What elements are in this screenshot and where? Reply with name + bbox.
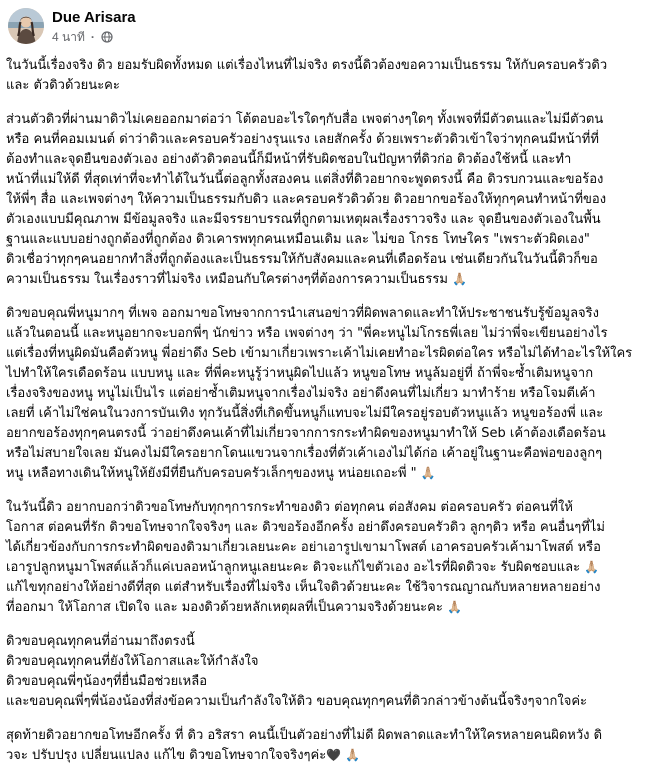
post-body: [6, 56, 664, 780]
post-text: เลยที่ เค้าไม่ใช่คนในวงการบันเทิง ทุกวันนี้สิ่งที่เกิดขึ้นหนูก็แทบจะไม่มีใครอยู่รอบตัวหนูแล้ว หนูขอร้องพี่ และ: [6, 406, 604, 421]
post-text: ให้พี่ๆ สื่อ และเพจต่างๆ ให้ความเป็นธรรมกับดิว และครอบครัวดิวด้วย ดิวอยากขอร้องให้ทุกๆคนทำหน้าที่ของ: [6, 192, 607, 207]
post-text: ในวันนี้เรื่องจริง ดิว ยอมรับผิดทั้งหมด แต่เรื่องไหนที่ไม่จริง ตรงนี้ดิวต้องขอความเป็นธรรม ให้กับครอบครัวดิว: [6, 58, 608, 73]
post-text: ส่วนตัวดิวที่ผ่านมาดิวไม่เคยออกมาต่อว่า โต้ตอบอะไรใดๆกับสื่อ เพจต่างๆใดๆ ทั้งเพจที่มีตัวตนและไม่มีตัวตน: [6, 112, 604, 127]
post-text-line: [6, 498, 664, 518]
folded-hands-icon: 🙏🏼: [584, 560, 600, 574]
post-text-line: [6, 364, 664, 384]
post-text-line: [6, 324, 664, 344]
post-paragraph: [6, 110, 664, 290]
folded-hands-icon: 🙏🏼: [446, 600, 462, 614]
post-text: แก้ไขทุกอย่างให้อย่างดีที่สุด แต่สำหรับเรื่องที่ไม่จริง เห็นใจดิวด้วยนะคะ ใช้วิจารณญาณกับหลายหลายอย่าง: [6, 580, 601, 595]
post-paragraph: [6, 498, 664, 618]
post-text: หรือไม่สบายใจเลย มันคงไม่มีใครอยากโดนแขวนจากเรื่องที่ตัวเค้าเองไม่ได้ก่อ เค้าอยู่ในฐานะคือพ่อของลูกๆ: [6, 446, 603, 461]
post-text-line: [6, 672, 664, 692]
post-text: ดิวเชื่อว่าทุกๆคนอยากทำสิ่งที่ถูกต้องและเป็นธรรมให้กับสังคมและคนที่เดือดร้อน เช่นเดียวกันในวันนี้ดิวก็ขอ: [6, 252, 598, 267]
post-text: แต่เรื่องที่หนูผิดมันคือตัวหนู พี่อย่าดึง Seb เข้ามาเกี่ยวเพราะเค้าไม่เคยทำอะไรผิดต่อใคร หรือไม่ได้ทำอะไรให้ใคร: [6, 346, 633, 361]
post-text: ไปทำให้ใครเดือดร้อน แบบหนู และ ที่พี่คะหนูรู้ว่าหนูผิดไปแล้ว หนูขอโทษ หนูล้มอยู่ที่ ถ้าพี่จะซ้ำเติมหนูจาก: [6, 366, 594, 381]
post-text: ในวันนี้ดิว อยากบอกว่าดิวขอโทษกับทุกๆการกระทำของดิว ต่อทุกคน ต่อสังคม ต่อครอบครัว ต่อคนที่ให้: [6, 500, 573, 515]
post-text-line: [6, 518, 664, 538]
post-text: โอกาส ต่อคนที่รัก ดิวขอโทษจากใจจริงๆ และ ดิวขอร้องอีกครั้ง อย่าดึงครอบครัวดิว ลูกๆดิว หรือ คนอื่นๆที่ไม่: [6, 520, 605, 535]
post-text-line: [6, 270, 664, 290]
post-text-line: [6, 578, 664, 598]
post-text-line: [6, 190, 664, 210]
post-text: วจะ ปรับปรุง เปลี่ยนแปลง แก้ไข ดิวขอโทษจากใจจริงๆค่ะ: [6, 748, 327, 763]
post-text: ดิวขอบคุณทุกคนที่อ่านมาถึงตรงนี้: [6, 634, 195, 649]
post-paragraph: [6, 726, 664, 766]
post-text-line: [6, 150, 664, 170]
post-meta: [52, 29, 113, 45]
post-text: หนู เหลือทางเดินให้หนูให้ยังมีที่ยืนกับครอบครัวเล็กๆของหนู หน่อยเถอะพี่ ": [6, 466, 417, 481]
post-text-line: [6, 230, 664, 250]
post-text: ดิวขอบคุณพี่หนูมากๆ ที่เพจ ออกมาขอโทษจากการนำเสนอข่าวที่ผิดพลาดและทำให้ประชาชนรับรู้ข้อมูลจริง: [6, 306, 599, 321]
post-text: ฐานและแบบอย่างถูกต้องที่ถูกต้อง ดิวเคารพทุกคนเหมือนเดิม และ ไม่ขอ โกรธ โทษใคร "เพราะตัวผิดเอง": [6, 232, 590, 247]
post-text-line: [6, 632, 664, 652]
post-text-line: [6, 384, 664, 404]
post-text-line: [6, 558, 664, 578]
avatar[interactable]: [8, 8, 44, 44]
globe-icon[interactable]: [101, 31, 113, 43]
post-text: เอารูปลูกหนูมาโพสต์แล้วก็แค่เบลอหน้าลูกหนูเลยนะคะ ดิวจะแก้ไขตัวเอง อะไรที่ผิดดิวจะ รับผิดชอบและ: [6, 560, 581, 575]
post-text-line: [6, 538, 664, 558]
post-text: แล้วในตอนนี้ และหนูอยากจะบอกพี่ๆ นักข่าว หรือ เพจต่างๆ ว่า "พี่คะหนูไม่โกรธพี่เลย ไม่ว่าพี่จะเขียนอย่างไร: [6, 326, 608, 341]
post-text-line: [6, 344, 664, 364]
post-text: ต้องทำและจุดยืนของตัวเอง อย่างตัวดิวตอนนี้ก็มีหน้าที่รับผิดชอบในปัญหาที่ดิวก่อ ดิวต้องใช้หนี้ และทำ: [6, 152, 572, 167]
post-text: ตัวเองแบบมีคุณภาพ มีข้อมูลจริง และมีจรรยาบรรณที่ถูกตามเหตุผลเรื่องราวจริง และ จุดยืนของตัวเองในพื้น: [6, 212, 601, 227]
post-text-line: [6, 424, 664, 444]
post-text-line: [6, 76, 664, 96]
post-text-line: [6, 746, 664, 766]
avatar-photo: [8, 8, 44, 44]
post-text-line: [6, 130, 664, 150]
post-text: ความเป็นธรรม ในเรื่องราวที่ไม่จริง เหมือนกับใครต่างๆที่ต้องการความเป็นธรรม: [6, 272, 448, 287]
post-text-line: [6, 304, 664, 324]
post-text: และ ตัวดิวด้วยนะคะ: [6, 78, 120, 93]
post-text: เรื่องจริงของหนู หนูไม่เป็นไร แต่อย่าซ้ำเติมหนูจากเรื่องไม่จริง อย่าดึงคนที่ไม่เกี่ยว มาทำร้าย หรือโจมตีเค้า: [6, 386, 596, 401]
post-paragraph: [6, 56, 664, 96]
post-text: ที่ออกมา ให้โอกาส เปิดใจ และ มองดิวด้วยหลักเหตุผลที่เป็นความจริงด้วยนะคะ: [6, 600, 443, 615]
post-timestamp[interactable]: 4 นาที: [52, 30, 85, 44]
post-text-line: [6, 692, 664, 712]
post-text-line: [6, 404, 664, 424]
post-text: ได้เกี่ยวข้องกับการกระทำผิดของดิวมาเกี่ยวเลยนะคะ อย่าเอารูปเขามาโพสต์ เอาครอบครัวเค้ามาโพสต์ หรือ: [6, 540, 601, 555]
black-heart-icon: 🖤: [326, 748, 342, 762]
post-text-line: [6, 250, 664, 270]
post-text: และขอบคุณพี่ๆพี่น้องน้องที่ส่งข้อความเป็นกำลังใจให้ดิว ขอบคุณทุกๆคนที่ดิวกล่าวข้างต้นนี้จริงๆจากใจค่ะ: [6, 694, 588, 709]
post-text-line: [6, 464, 664, 484]
post-text: หรือ คนที่คอมเมนต์ ด่าว่าดิวและครอบครัวอย่างรุนแรง เลยสักครั้ง ด้วยเพราะตัวดิวเข้าใจว่าทุกคนมีหน้าที่ที่: [6, 132, 599, 147]
post-text-line: [6, 210, 664, 230]
folded-hands-icon: 🙏🏼: [452, 272, 468, 286]
post-text-line: [6, 652, 664, 672]
post-text: อยากขอร้องทุกๆคนตรงนี้ ว่าอย่าดึงคนเค้าที่ไม่เกี่ยวจากการกระทำผิดของหนูมาทำให้ Seb เค้าต้องเดือดร้อน: [6, 426, 606, 441]
meta-separator: ·: [90, 30, 95, 44]
post-text: หน้าที่แม่ให้ดี ที่สุดเท่าที่จะทำได้ในวันนี้ต่อลูกทั้งสองคน แต่สิ่งที่ดิวอยากจะพูดตรงนี้ คือ ดิวรบกวนและขอร้อง: [6, 172, 604, 187]
post-text-line: [6, 56, 664, 76]
folded-hands-icon: 🙏🏼: [345, 748, 361, 762]
post-text-line: [6, 598, 664, 618]
post-text: ดิวขอบคุณทุกคนที่ยังให้โอกาสและให้กำลังใจ: [6, 654, 259, 669]
post-text-line: [6, 110, 664, 130]
post-text-line: [6, 444, 664, 464]
post-header: [0, 0, 669, 50]
post-text-line: [6, 726, 664, 746]
folded-hands-icon: 🙏🏼: [420, 466, 436, 480]
author-name[interactable]: Due Arisara: [52, 9, 136, 26]
post-text: ดิวขอบคุณพี่ๆน้องๆที่ยื่นมือช่วยเหลือ: [6, 674, 207, 689]
post-text: สุดท้ายดิวอยากขอโทษอีกครั้ง ที่ ดิว อริสรา คนนี้เป็นตัวอย่างที่ไม่ดี ผิดพลาดและทำให้ใครหลายคนผิดหวัง ดิ: [6, 728, 603, 743]
post-paragraph: [6, 632, 664, 712]
post-paragraph: [6, 304, 664, 484]
post-text-line: [6, 170, 664, 190]
